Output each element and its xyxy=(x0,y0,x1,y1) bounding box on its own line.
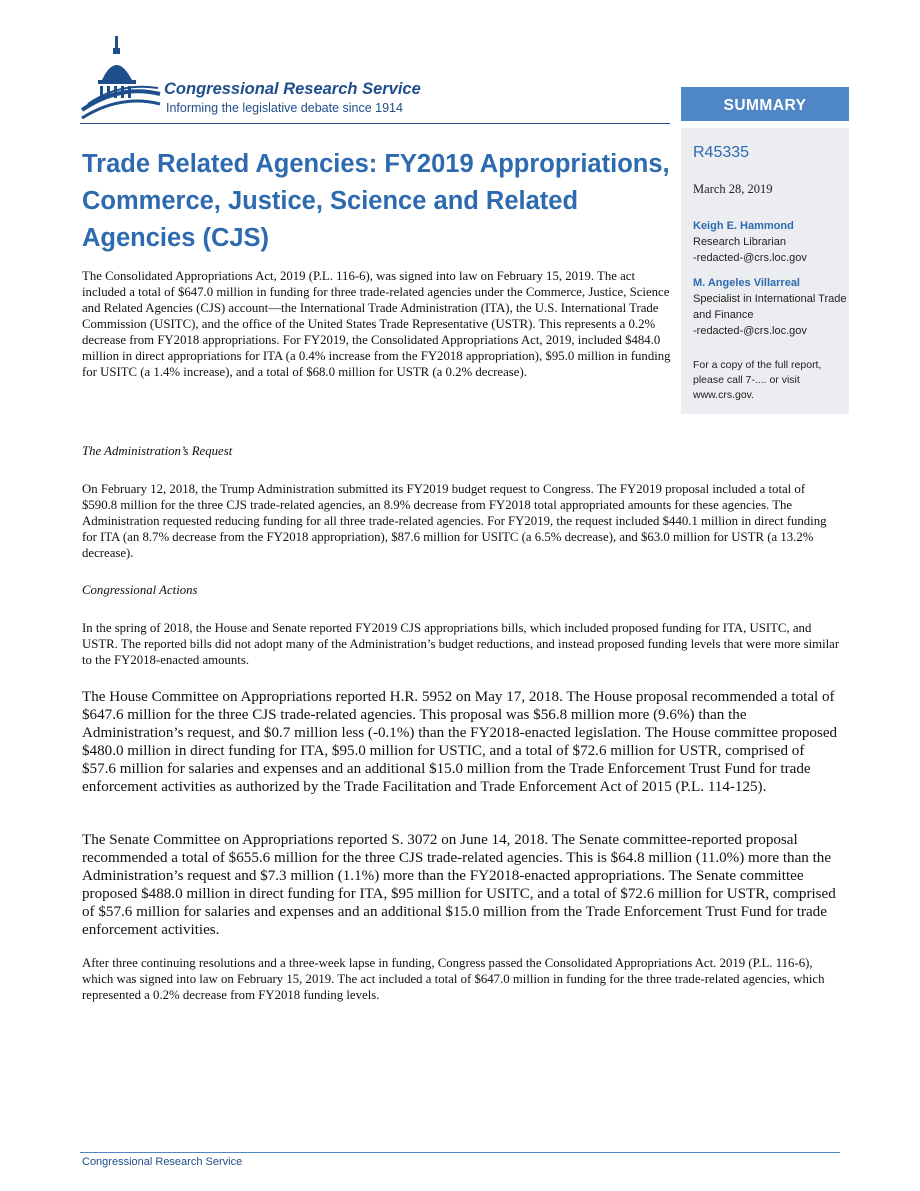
intro-paragraph: The Consolidated Appropriations Act, 2019 (P.L. 116-6), was signed into law on February 15, 2019. The act included a total of $647.0 million in funding for three trade-related agencies under the Commerce, Justice, Science and Related Agencies (CJS) account—the International Trade Administration (ITA), the U.S. International Trade Commission (USITC), and the office of the United States Trade Representative (USTR). This represents a 0.2% decrease from FY2018 appropriations. For FY2019, the Consolidated Appropriations Act, 2019, included $484.0 million in direct appropriations for ITA (a 0.4% increase from the FY2018 appropriation), $95.0 million in funding for USITC (a 1.4% increase), and a total of $68.0 million for USTR (a 0.2% decrease). xyxy=(82,269,671,379)
report-number: R45335 xyxy=(693,144,750,161)
final-paragraph: After three continuing resolutions and a three-week lapse in funding, Congress passed the Consolidated Appropriations Act. 2019 (P.L. 116-6), which was signed into law on February 15, 2019. The act included a total of $647.0 million in funding for the three trade-related agencies, which represented a 0.2% decrease from FY2018 funding levels. xyxy=(82,956,825,1002)
capitol-dome-icon xyxy=(80,34,162,124)
section-heading: Congressional Actions xyxy=(82,583,198,597)
summary-tab: SUMMARY xyxy=(681,87,849,121)
author-role: Specialist in International Trade and Finance xyxy=(693,293,847,321)
footer-divider xyxy=(80,1152,840,1153)
senate-paragraph: The Senate Committee on Appropriations reported S. 3072 on June 14, 2018. The Senate committee-reported proposal recommended a total of $655.6 million for the three CJS trade-related agencies. This is $64.8 million (11.0%) more than the Administration’s request and $7.3 million (1.1%) more than the FY2018-enacted appropriations. The Senate committee proposed $488.0 million in direct funding for ITA, $95 million for USITC, and a total of $72.6 million for USTR, comprised of $57.6 million for salaries and expenses and an additional $15.0 million from the Trade Enforcement Trust Fund for trade enforcement activities. xyxy=(82,832,836,938)
author-name: M. Angeles Villarreal xyxy=(693,277,800,289)
author-name: Keigh E. Hammond xyxy=(693,220,794,232)
author-block xyxy=(693,218,849,266)
house-paragraph: The House Committee on Appropriations reported H.R. 5952 on May 17, 2018. The House proposal recommended a total of $647.6 million for the three CJS trade-related agencies. This proposal was $56.8 million more (9.6%) than the Administration’s request, and $0.7 million less (-0.1%) than the FY2018-enacted legislation. The House committee proposed $480.0 million in direct funding for ITA, $95.0 million for USTIC, and a total of $72.6 million for USTR, comprised of $57.6 million for salaries and expenses and an additional $15.0 million from the Trade Enforcement Trust Fund for trade enforcement activities as authorized by the Trade Facilitation and Trade Enforcement Act of 2015 (P.L. 114-125). xyxy=(82,689,838,795)
header-divider xyxy=(80,123,670,124)
footer-org: Congressional Research Service xyxy=(82,1156,243,1168)
author-email[interactable]: -redacted-@crs.loc.gov xyxy=(693,252,807,264)
section-heading: The Administration’s Request xyxy=(82,444,233,458)
author-block xyxy=(693,275,849,339)
report-title: Trade Related Agencies: FY2019 Appropriations, Commerce, Justice, Science and Related Agencies (CJS) xyxy=(82,150,670,252)
report-date: March 28, 2019 xyxy=(693,182,773,196)
author-email[interactable]: -redacted-@crs.loc.gov xyxy=(693,325,807,337)
request-paragraph: On February 12, 2018, the Trump Administration submitted its FY2019 budget request to Congress. The FY2019 proposal included a total of $590.8 million for the three CJS trade-related agencies, an 8.9% decrease from FY2018 total appropriated amounts for these agencies. The Administration requested reducing funding for all three trade-related agencies. For FY2019, the request included $440.1 million in direct funding for ITA (an 8.7% decrease from the FY2018 appropriation), $87.6 million for USITC (a 6.5% decrease), and $63.0 million for USTR (a 13.2% decrease). xyxy=(82,482,827,560)
full-report-note: For a copy of the full report, please call 7-.... or visit www.crs.gov. xyxy=(693,359,822,401)
summary-sidebar xyxy=(681,128,849,414)
author-role: Research Librarian xyxy=(693,236,786,248)
crs-logo xyxy=(80,34,680,124)
org-name: Congressional Research Service xyxy=(164,80,421,98)
org-tagline: Informing the legislative debate since 1914 xyxy=(166,101,403,115)
congress-paragraph: In the spring of 2018, the House and Senate reported FY2019 CJS appropriations bills, which included proposed funding for ITA, USITC, and USTR. The reported bills did not adopt many of the Administration’s budget reductions, and instead proposed funding levels that were more similar to the FY2018-enacted amounts. xyxy=(82,621,840,667)
